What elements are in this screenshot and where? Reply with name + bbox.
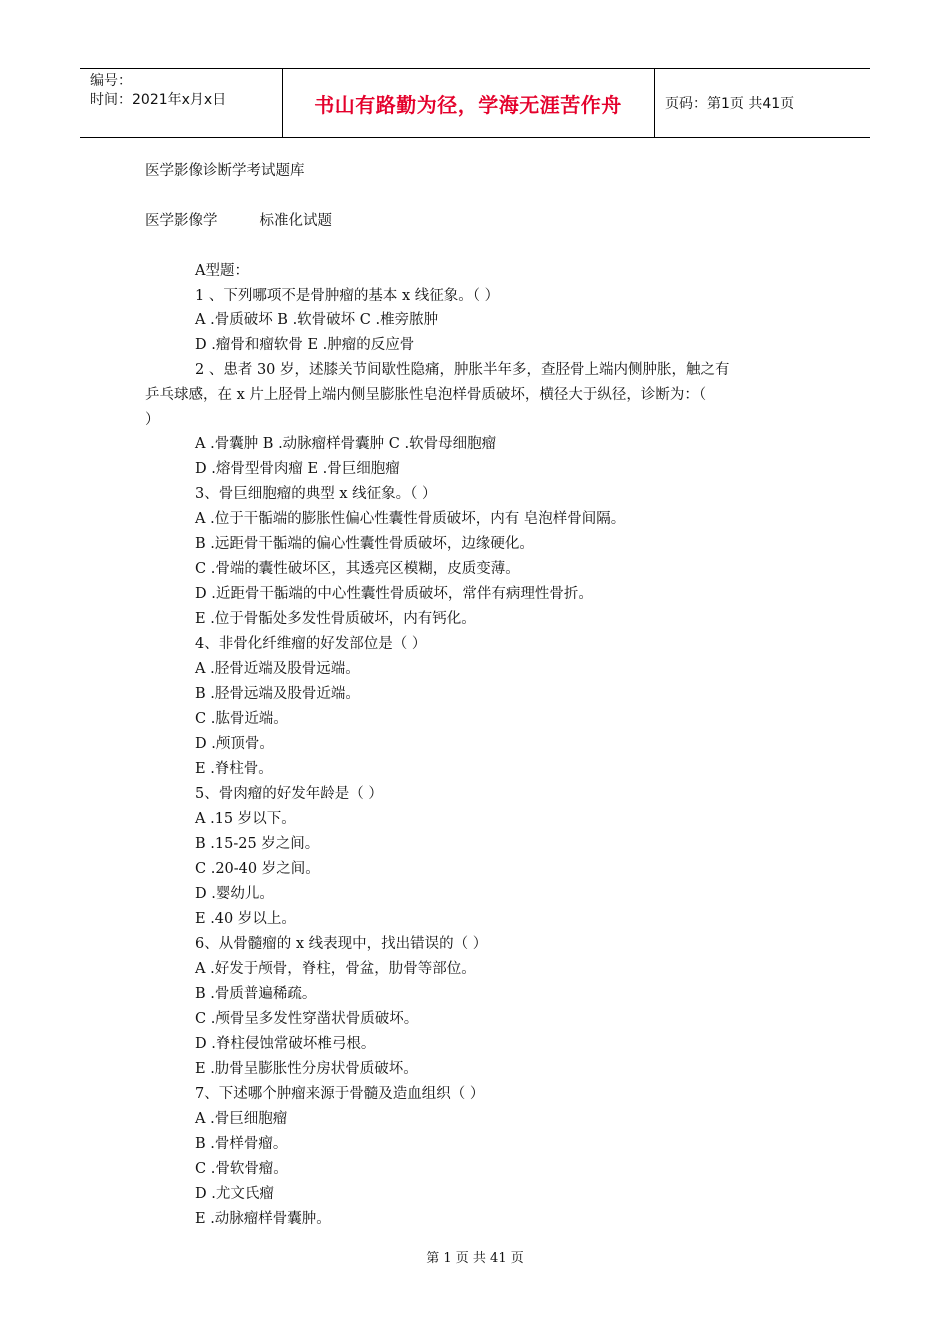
question-line: 7、下述哪个肿瘤来源于骨髓及造血组织（ ）: [195, 1086, 485, 1102]
question-line: B .骨样骨瘤。: [195, 1136, 288, 1152]
question-line: D .颅顶骨。: [195, 736, 274, 752]
question-line: 2 、患者 30 岁，述膝关节间歇性隐痛，肿胀半年多，查胫骨上端内侧肿胀，触之有: [195, 362, 730, 378]
question-line: E .位于骨骺处多发性骨质破坏，内有钙化。: [195, 611, 476, 627]
question-line: ）: [145, 412, 160, 428]
question-line: E .脊柱骨。: [195, 761, 273, 777]
question-line: A .15 岁以下。: [195, 811, 296, 827]
doc-title: 医学影像诊断学考试题库: [145, 163, 305, 179]
question-line: B .胫骨远端及股骨近端。: [195, 686, 360, 702]
question-line: A .骨囊肿 B .动脉瘤样骨囊肿 C .软骨母细胞瘤: [195, 436, 497, 452]
question-line: E .肋骨呈膨胀性分房状骨质破坏。: [195, 1061, 418, 1077]
page-footer: 第 1 页 共 41 页: [426, 1251, 524, 1266]
page-label: 页码：第1页 共41页: [665, 96, 795, 112]
question-line: D .脊柱侵蚀常破坏椎弓根。: [195, 1036, 376, 1052]
question-line: B .远距骨干骺端的偏心性囊性骨质破坏，边缘硬化。: [195, 536, 534, 552]
question-line: E .40 岁以上。: [195, 911, 296, 927]
question-line: A .位于干骺端的膨胀性偏心性囊性骨质破坏，内有 皂泡样骨间隔。: [195, 511, 626, 527]
question-line: D .近距骨干骺端的中心性囊性骨质破坏，常伴有病理性骨折。: [195, 586, 593, 602]
motto: 书山有路勤为径，学海无涯苦作舟: [314, 92, 622, 117]
question-line: 3、骨巨细胞瘤的典型 x 线征象。（ ）: [195, 486, 437, 502]
section-label: A型题：: [195, 263, 249, 279]
question-line: A .胫骨近端及股骨远端。: [195, 661, 360, 677]
question-line: C .肱骨近端。: [195, 711, 288, 727]
time-label: 时间：2021年x月x日: [90, 92, 227, 108]
question-line: D .瘤骨和瘤软骨 E .肿瘤的反应骨: [195, 337, 415, 353]
header-table: [80, 68, 870, 138]
question-line: 1 、下列哪项不是骨肿瘤的基本 x 线征象。（ ）: [195, 288, 500, 304]
question-line: C .骨软骨瘤。: [195, 1161, 288, 1177]
question-line: 乒乓球感，在 x 片上胫骨上端内侧呈膨胀性皂泡样骨质破坏，横径大于纵径，诊断为：（: [145, 387, 707, 403]
question-line: D .尤文氏瘤: [195, 1186, 274, 1202]
subtitle-a: 医学影像学: [145, 213, 218, 229]
question-line: A .好发于颅骨，脊柱，骨盆，肋骨等部位。: [195, 961, 476, 977]
question-line: 4、非骨化纤维瘤的好发部位是（ ）: [195, 636, 427, 652]
number-label: 编号：: [90, 73, 132, 89]
question-line: A .骨巨细胞瘤: [195, 1111, 288, 1127]
header-left: [90, 72, 280, 110]
doc-subtitle: [145, 211, 332, 231]
question-line: 6、从骨髓瘤的 x 线表现中，找出错误的（ ）: [195, 936, 488, 952]
question-line: E .动脉瘤样骨囊肿。: [195, 1211, 331, 1227]
question-line: A .骨质破坏 B .软骨破坏 C .椎旁脓肿: [195, 312, 439, 328]
question-line: C .骨端的囊性破坏区，其透亮区模糊，皮质变薄。: [195, 561, 520, 577]
question-line: 5、骨肉瘤的好发年龄是（ ）: [195, 786, 383, 802]
question-line: C .颅骨呈多发性穿凿状骨质破坏。: [195, 1011, 419, 1027]
question-line: D .熔骨型骨肉瘤 E .骨巨细胞瘤: [195, 461, 400, 477]
subtitle-b: 标准化试题: [259, 213, 332, 229]
question-line: B .骨质普遍稀疏。: [195, 986, 317, 1002]
question-line: C .20-40 岁之间。: [195, 861, 320, 877]
question-line: D .婴幼儿。: [195, 886, 274, 902]
question-line: B .15-25 岁之间。: [195, 836, 320, 852]
divider: [654, 69, 655, 137]
